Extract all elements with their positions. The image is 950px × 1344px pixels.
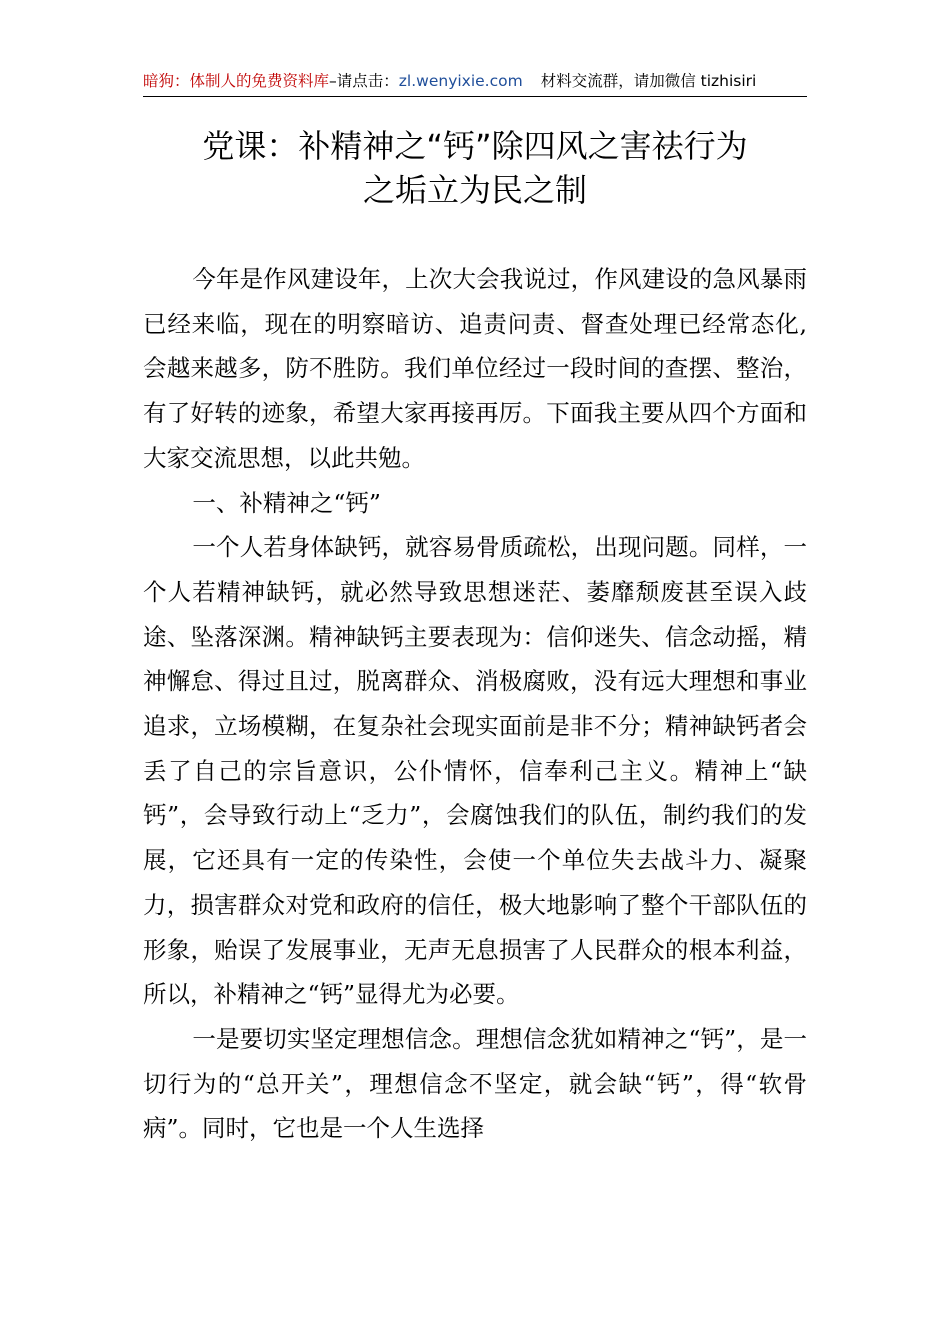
site-link[interactable]: zl.wenyixie.com (398, 72, 523, 90)
paragraph-intro: 今年是作风建设年，上次大会我说过，作风建设的急风暴雨已经来临，现在的明察暗访、追责问责、督查处理已经常态化,会越来越多，防不胜防。我们单位经过一段时间的查摆、整治，有了好转的迹象，希望大家再接再厉。下面我主要从四个方面和大家交流思想，以此共勉。 (143, 265, 807, 472)
document-title (143, 124, 807, 212)
title-line-1: 党课：补精神之“钙”除四风之害祛行为 (202, 127, 748, 165)
title-line-2: 之垢立为民之制 (362, 171, 587, 209)
page-header (143, 70, 807, 97)
paragraph-point-1: 一是要切实坚定理想信念。理想信念犹如精神之“钙”，是一切行为的“总开关”，理想信念不坚定，就会缺“钙”，得“软骨病”。同时，它也是一个人生选择 (143, 1024, 807, 1143)
section-heading-1: 一、补精神之“钙” (192, 488, 381, 517)
site-label: 暗狗：体制人的免费资料库 (143, 72, 330, 90)
click-label: –请点击： (329, 72, 399, 90)
group-note: 材料交流群，请加微信 tizhisiri (540, 72, 757, 90)
document-body (143, 257, 807, 1151)
paragraph-calcium: 一个人若身体缺钙，就容易骨质疏松，出现问题。同样，一个人若精神缺钙，就必然导致思想迷茫、萎靡颓废甚至误入歧途、坠落深渊。精神缺钙主要表现为：信仰迷失、信念动摇，精神懈怠、得过且过，脱离群众、消极腐败，没有远大理想和事业追求，立场模糊，在复杂社会现实面前是非不分；精神缺钙者会丢了自己的宗旨意识，公仆情怀，信奉利己主义。精神上“缺钙”，会导致行动上“乏力”，会腐蚀我们的队伍，制约我们的发展，它还具有一定的传染性，会使一个单位失去战斗力、凝聚力，损害群众对党和政府的信任，极大地影响了整个干部队伍的形象，贻误了发展事业，无声无息损害了人民群众的根本利益，所以，补精神之“钙”显得尤为必要。 (143, 533, 807, 1009)
